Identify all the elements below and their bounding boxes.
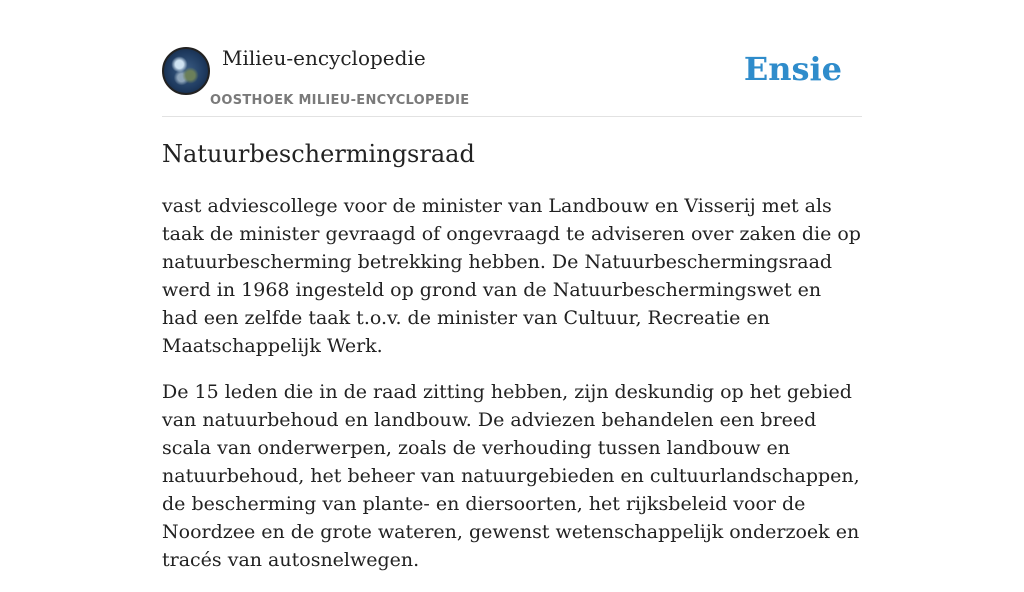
brand-logo[interactable]: Ensie [743, 50, 842, 88]
site-header [162, 0, 862, 117]
article-body [162, 192, 862, 592]
article-title: Natuurbeschermingsraad [162, 140, 475, 168]
article-paragraph: De 15 leden die in de raad zitting hebben, zijn deskundig op het gebied van natuurbehoud en landbouw. De adviezen behandelen een breed scala van onderwerpen, zoals de verhouding tussen landbouw en natuurbehoud, het beheer van natuurgebieden en cultuurlandschappen, de bescherming van plante- en diersoorten, het rijksbeleid voor de Noordzee en de grote wateren, gewenst wetenschappelijk onderzoek en tracés van autosnelwegen. [162, 381, 860, 571]
earth-globe-icon[interactable] [162, 47, 210, 95]
site-title[interactable]: Milieu-encyclopedie [222, 46, 426, 70]
article-paragraph: vast adviescollege voor de minister van Landbouw en Visserij met als taak de minister gevraagd of ongevraagd te adviseren over zaken die op natuurbescherming betrekking hebben. De Natuurbeschermingsraad werd in 1968 ingesteld op grond van de Natuurbeschermingswet en had een zelfde taak t.o.v. de minister van Cultuur, Recreatie en Maatschappelijk Werk. [162, 195, 861, 357]
site-subtitle[interactable]: OOSTHOEK MILIEU-ENCYCLOPEDIE [210, 93, 470, 108]
